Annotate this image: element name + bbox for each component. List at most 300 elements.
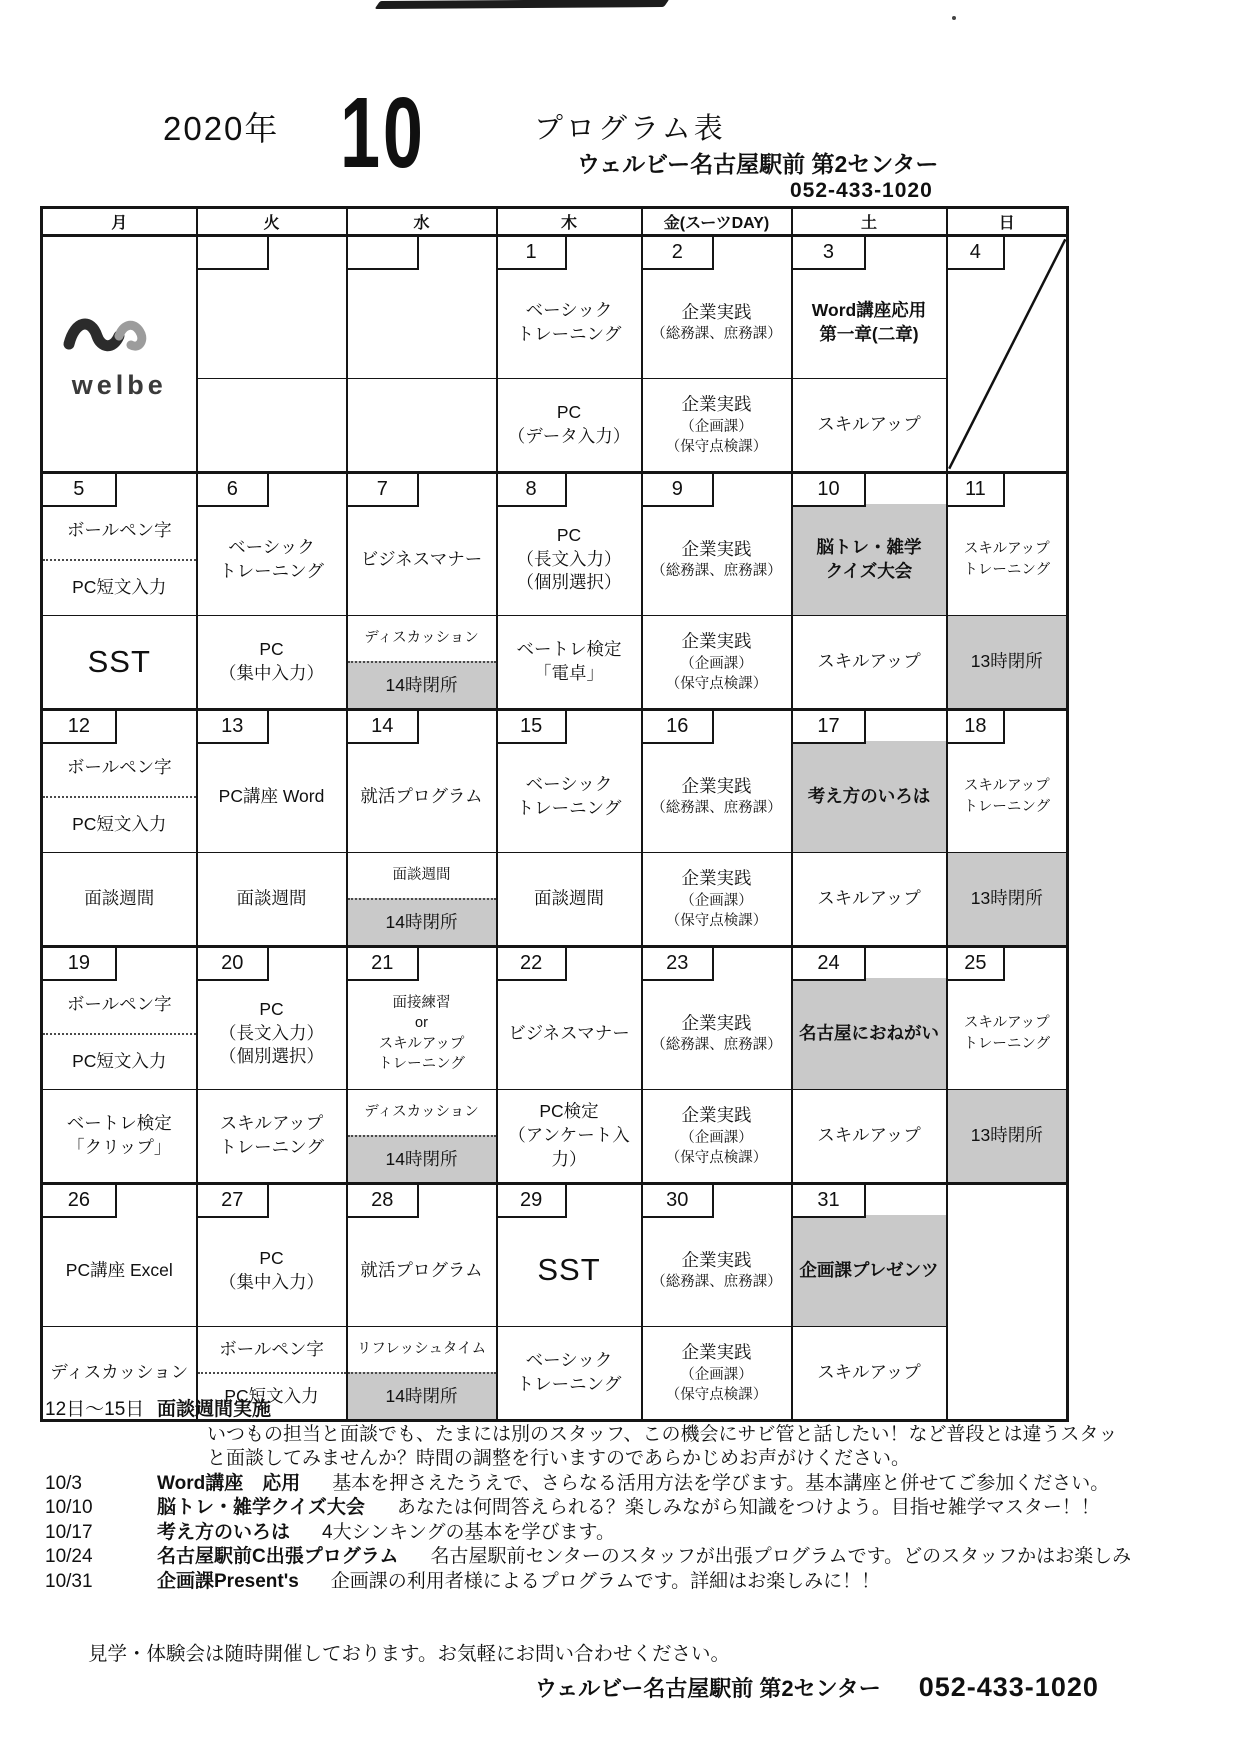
- day-cell-am: [792, 473, 947, 616]
- program-entry: [348, 616, 496, 661]
- program-text: （保守点検課）: [665, 675, 768, 692]
- program-text: （企画課）: [680, 892, 753, 909]
- program-text: ディスカッション: [50, 1362, 189, 1383]
- center-name: ウェルビー名古屋駅前 第2センター: [577, 151, 939, 177]
- day-cell-am: [947, 947, 1068, 1090]
- day-pm-content: [43, 853, 196, 945]
- day-cell-pm: [347, 616, 497, 710]
- day-pm-content: [948, 1090, 1067, 1182]
- program-entry: [793, 616, 946, 708]
- day-pm-content: [643, 379, 791, 471]
- date-label: [348, 237, 420, 270]
- welbe-logo: [43, 237, 196, 471]
- program-entry: [498, 1090, 641, 1182]
- date-label: 30: [643, 1185, 715, 1218]
- program-text: トレーニング: [516, 323, 622, 344]
- program-entry: [43, 853, 196, 945]
- program-text: （総務課、庶務課）: [651, 563, 782, 580]
- program-text: PC短文入力: [224, 1385, 319, 1406]
- program-entry: [498, 267, 641, 378]
- program-text: （保守点検課）: [665, 1149, 768, 1166]
- program-text: ビジネスマナー: [360, 548, 483, 569]
- day-cell-am: [792, 947, 947, 1090]
- program-entry: [793, 741, 946, 852]
- program-entry: [43, 796, 196, 853]
- day-cell-pm: [497, 853, 642, 947]
- program-text: （総務課、庶務課）: [651, 1037, 782, 1054]
- program-entry: [43, 741, 196, 796]
- day-cell-pm: [642, 616, 792, 710]
- note-item-desc: 名古屋駅前センターのスタッフが出張プログラムです。どのスタッフかはお楽しみ: [430, 1546, 1132, 1567]
- program-text: トレーニング: [963, 1035, 1051, 1052]
- program-text: （集中入力）: [219, 1271, 324, 1292]
- program-text: 力）: [551, 1148, 587, 1169]
- date-label: 20: [198, 948, 270, 981]
- program-text: 第一章(二章): [819, 323, 919, 344]
- date-label: 11: [948, 474, 1006, 507]
- empty-day-cell: [947, 1184, 1068, 1421]
- program-text: PC: [259, 639, 284, 660]
- logo-cell: [42, 236, 197, 473]
- program-entry: [793, 1215, 946, 1326]
- day-pm-content: [348, 853, 496, 945]
- note-item-title: 名古屋駅前C出張プログラム: [157, 1546, 399, 1567]
- day-cell-pm: [197, 1090, 347, 1184]
- note-item-date: 10/17: [45, 1521, 93, 1543]
- date-label: 2: [643, 237, 715, 270]
- week-am-row: [42, 947, 1068, 1090]
- day-pm-content: [643, 853, 791, 945]
- program-text: PC短文入力: [72, 576, 167, 597]
- day-pm-content: [198, 1090, 346, 1182]
- program-text: （長文入力）: [219, 1022, 324, 1043]
- date-label: 16: [643, 711, 715, 744]
- note-item-desc: あなたは何問答えられる？楽しみながら知識をつけよう。目指せ雑学マスター！！: [396, 1497, 1100, 1518]
- scan-artifact: [375, 0, 670, 9]
- day-pm-content: [43, 1090, 196, 1182]
- day-cell-pm: [42, 616, 197, 710]
- month-number: 10: [340, 77, 426, 189]
- day-cell-pm: [347, 1090, 497, 1184]
- program-entry: [198, 504, 346, 615]
- day-cell-pm: [792, 616, 947, 710]
- note-item-desc: 4大シンキングの基本を学びます。: [322, 1521, 616, 1543]
- program-text: or: [415, 1015, 428, 1032]
- program-text: （総務課、庶務課）: [651, 800, 782, 817]
- program-text: PC短文入力: [72, 813, 167, 834]
- program-entry: [643, 616, 791, 708]
- day-cell-am: [792, 710, 947, 853]
- day-cell-am: [197, 236, 347, 379]
- date-label: 14: [348, 711, 420, 744]
- day-cell-pm: [642, 853, 792, 947]
- note-intro-desc: と面談してみませんか？時間の調整を行いますのであらかじめお声がけください。: [207, 1448, 911, 1469]
- program-entry: [498, 853, 641, 945]
- week-pm-row: [42, 853, 1068, 947]
- program-text: PC講座 Excel: [65, 1259, 173, 1280]
- program-text: ベーシック: [525, 1350, 613, 1371]
- day-pm-content: [793, 616, 946, 708]
- program-entry: [948, 978, 1067, 1089]
- weekday-header: 月: [42, 208, 197, 236]
- program-text: Word講座応用: [811, 299, 927, 320]
- day-cell-am: [497, 1184, 642, 1327]
- day-cell-pm: [42, 853, 197, 947]
- program-text: スキルアップ: [817, 1362, 921, 1383]
- date-label: 10: [793, 474, 867, 507]
- program-text: PC: [556, 524, 582, 545]
- program-text: トレーニング: [963, 798, 1051, 815]
- program-text: トレーニング: [516, 1374, 622, 1394]
- week-pm-row: [42, 1090, 1068, 1184]
- program-entry: [498, 1215, 641, 1326]
- program-text: PC短文入力: [72, 1050, 167, 1071]
- day-cell-pm: [947, 616, 1068, 710]
- program-text: 面談週間: [534, 888, 604, 909]
- program-text: 就活プログラム: [360, 1259, 483, 1280]
- program-entry: [793, 504, 946, 615]
- note-item-date: 10/31: [45, 1570, 93, 1592]
- date-label: 29: [498, 1185, 567, 1218]
- date-label: 1: [498, 237, 567, 270]
- weekday-header: 土: [792, 208, 947, 236]
- note-date-range: 12日～15日: [45, 1399, 145, 1420]
- program-entry: [643, 741, 791, 852]
- program-text: （アンケート入: [508, 1125, 630, 1146]
- program-entry: [348, 1090, 496, 1135]
- program-text: スキルアップ: [963, 541, 1050, 558]
- note-intro-row: [45, 1398, 1241, 1423]
- day-cell-pm: [792, 1090, 947, 1184]
- program-text: 企業実践: [681, 775, 752, 796]
- program-text: （総務課、庶務課）: [651, 326, 782, 343]
- date-label: [198, 237, 270, 270]
- program-text: 14時閉所: [385, 674, 458, 695]
- week-pm-row: [42, 616, 1068, 710]
- date-label: 27: [198, 1185, 270, 1218]
- notes-section: [45, 1398, 1241, 1594]
- day-cell-am: [792, 236, 947, 379]
- note-item-desc: 企画課の利用者様によるプログラムです。詳細はお楽しみに！！: [330, 1570, 881, 1592]
- day-pm-content: [198, 379, 346, 471]
- week-am-row: [42, 236, 1068, 379]
- program-text: トレーニング: [378, 1055, 465, 1072]
- program-text: 考え方のいろは: [807, 785, 931, 806]
- weekday-header-row: [42, 208, 1068, 236]
- program-text: （保守点検課）: [665, 438, 768, 455]
- day-pm-content: [498, 616, 641, 708]
- day-cell-pm: [792, 853, 947, 947]
- program-entry: [498, 379, 641, 471]
- program-text: 企業実践: [681, 630, 752, 651]
- program-entry: [643, 1215, 791, 1326]
- day-cell-am: [42, 1184, 197, 1327]
- footer-center-name: ウェルビー名古屋駅前 第2センター: [535, 1676, 881, 1701]
- week-am-row: [42, 473, 1068, 616]
- day-cell-am: [642, 947, 792, 1090]
- program-text: （保守点検課）: [665, 912, 768, 929]
- program-entry: [948, 741, 1067, 852]
- day-pm-content: [498, 853, 641, 945]
- program-text: 面接練習: [392, 995, 451, 1012]
- note-item-date: 10/3: [45, 1472, 82, 1494]
- program-text: 企業実践: [681, 538, 752, 559]
- welbe-logo-text: welbe: [71, 369, 167, 400]
- program-entry: [948, 853, 1067, 945]
- day-cell-am: [642, 236, 792, 379]
- program-text: （保守点検課）: [665, 1386, 768, 1403]
- program-entry: [348, 661, 496, 708]
- note-item-list: [45, 1472, 1241, 1595]
- program-text: （企画課）: [680, 655, 753, 672]
- program-entry: [498, 978, 641, 1089]
- program-entry: [643, 379, 791, 471]
- day-cell-am: [42, 710, 197, 853]
- day-pm-content: [348, 379, 496, 471]
- program-entry: [198, 1215, 346, 1326]
- date-label: 21: [348, 948, 420, 981]
- program-entry: [643, 267, 791, 378]
- program-entry: [43, 1033, 196, 1090]
- note-item: [45, 1545, 1241, 1570]
- program-text: （総務課、庶務課）: [651, 1274, 782, 1291]
- program-entry: [43, 1090, 196, 1182]
- program-entry: [348, 504, 496, 615]
- day-pm-content: [948, 616, 1067, 708]
- calendar-table: [40, 206, 1069, 1422]
- day-cell-am: [42, 947, 197, 1090]
- closed-day-cell: [947, 236, 1068, 473]
- day-pm-content: [793, 853, 946, 945]
- day-pm-content: [198, 616, 346, 708]
- program-text: PC: [259, 1247, 284, 1268]
- date-label: 19: [43, 948, 117, 981]
- day-cell-pm: [42, 1090, 197, 1184]
- day-cell-am: [642, 1184, 792, 1327]
- program-text: ボールペン字: [66, 520, 172, 541]
- program-entry: [43, 504, 196, 559]
- program-text: リフレッシュタイム: [356, 1341, 487, 1358]
- program-text: ベーシック: [525, 299, 613, 320]
- day-cell-pm: [497, 379, 642, 473]
- note-item-date: 10/10: [45, 1497, 93, 1518]
- day-pm-content: [643, 1090, 791, 1182]
- day-cell-am: [197, 947, 347, 1090]
- program-text: PC: [259, 998, 284, 1019]
- day-pm-content: [793, 379, 946, 471]
- program-text: 名古屋におねがい: [799, 1022, 939, 1043]
- program-entry: [43, 978, 196, 1033]
- date-label: 3: [793, 237, 867, 270]
- day-cell-pm: [792, 379, 947, 473]
- program-entry: [198, 1090, 346, 1182]
- note-item-title: 脳トレ・雑学クイズ大会: [157, 1497, 365, 1518]
- program-text: ベートレ検定: [66, 1113, 172, 1134]
- program-text: PC検定: [539, 1101, 599, 1122]
- day-cell-am: [197, 473, 347, 616]
- program-text: ベートレ検定: [516, 639, 622, 660]
- day-cell-am: [347, 1184, 497, 1327]
- program-text: ベーシック: [525, 773, 613, 794]
- program-text: （個別選択）: [219, 1046, 324, 1067]
- program-entry: [198, 1327, 346, 1372]
- program-entry: [348, 741, 496, 852]
- note-item: [45, 1570, 1241, 1595]
- day-cell-am: [197, 710, 347, 853]
- date-label: 8: [498, 474, 567, 507]
- program-entry: [348, 978, 496, 1089]
- date-label: 31: [793, 1185, 867, 1218]
- program-text: スキルアップ: [219, 1113, 324, 1134]
- day-cell-pm: [197, 853, 347, 947]
- date-label: 22: [498, 948, 567, 981]
- program-text: トレーニング: [219, 1137, 324, 1157]
- program-entry: [793, 267, 946, 378]
- weekday-header: 日: [947, 208, 1068, 236]
- date-label: 12: [43, 711, 117, 744]
- program-entry: [198, 853, 346, 945]
- program-entry: [793, 853, 946, 945]
- program-text: スキルアップ: [817, 651, 921, 672]
- program-text: 企業実践: [681, 1249, 752, 1270]
- note-item-date: 10/24: [45, 1546, 93, 1567]
- day-cell-am: [497, 710, 642, 853]
- program-entry: [348, 898, 496, 945]
- day-cell-am: [42, 473, 197, 616]
- program-entry: [43, 559, 196, 616]
- day-cell-am: [347, 236, 497, 379]
- day-pm-content: [643, 616, 791, 708]
- program-text: （企画課）: [680, 1366, 753, 1383]
- date-label: 26: [43, 1185, 117, 1218]
- calendar-header: [42, 208, 1068, 236]
- day-cell-am: [347, 710, 497, 853]
- day-cell-pm: [947, 1090, 1068, 1184]
- program-entry: [643, 504, 791, 615]
- week-am-row: [42, 1184, 1068, 1327]
- program-text: 企業実践: [681, 1104, 752, 1125]
- day-cell-am: [497, 236, 642, 379]
- day-pm-content: [43, 616, 196, 708]
- program-text: 13時閉所: [970, 651, 1043, 672]
- program-entry: [643, 853, 791, 945]
- note-item: [45, 1521, 1241, 1546]
- program-entry: [198, 741, 346, 852]
- date-label: 4: [948, 237, 1006, 270]
- date-label: 7: [348, 474, 420, 507]
- day-cell-am: [792, 1184, 947, 1327]
- day-cell-pm: [497, 616, 642, 710]
- date-label: 23: [643, 948, 715, 981]
- program-text: 脳トレ・雑学: [816, 536, 922, 557]
- day-cell-am: [497, 473, 642, 616]
- program-entry: [643, 978, 791, 1089]
- program-text: 「電卓」: [534, 663, 604, 683]
- program-text: ベーシック: [228, 536, 315, 557]
- weekday-header: 金(スーツDAY): [642, 208, 792, 236]
- day-cell-am: [347, 947, 497, 1090]
- date-label: 5: [43, 474, 117, 507]
- note-item-desc: 基本を押さえたうえで、さらなる活用方法を学びます。基本講座と併せてご参加ください。: [332, 1472, 1110, 1494]
- program-entry: [793, 978, 946, 1089]
- program-text: スキルアップ: [817, 888, 921, 909]
- day-cell-pm: [347, 853, 497, 947]
- day-cell-am: [642, 710, 792, 853]
- day-cell-pm: [347, 379, 497, 473]
- program-text: 企業実践: [681, 393, 752, 414]
- program-entry: [348, 1327, 496, 1372]
- program-text: ボールペン字: [66, 757, 172, 778]
- program-entry: [348, 1215, 496, 1326]
- program-text: スキルアップ: [817, 414, 921, 435]
- date-label: 24: [793, 948, 867, 981]
- diagonal-strike-icon: [948, 237, 1067, 471]
- date-label: 28: [348, 1185, 420, 1218]
- program-entry: [793, 1090, 946, 1182]
- program-text: （個別選択）: [516, 572, 622, 593]
- program-text: 面談週間: [84, 888, 155, 909]
- day-cell-am: [642, 473, 792, 616]
- program-text: 14時閉所: [385, 1385, 458, 1406]
- footer: [535, 1672, 1099, 1703]
- note-item: [45, 1472, 1241, 1497]
- program-text: 企業実践: [681, 301, 752, 322]
- weekday-header: 木: [497, 208, 642, 236]
- day-cell-pm: [947, 853, 1068, 947]
- program-entry: [348, 1135, 496, 1182]
- date-label: 6: [198, 474, 270, 507]
- weekday-header: 火: [197, 208, 347, 236]
- program-entry: [43, 616, 196, 708]
- date-label: 13: [198, 711, 270, 744]
- day-cell-pm: [197, 379, 347, 473]
- day-pm-content: [498, 1090, 641, 1182]
- date-label: 17: [793, 711, 867, 744]
- program-entry: [348, 853, 496, 898]
- day-cell-am: [947, 710, 1068, 853]
- program-text: ボールペン字: [66, 994, 172, 1015]
- weekday-header: 水: [347, 208, 497, 236]
- program-text: （企画課）: [680, 1129, 753, 1146]
- program-text: SST: [87, 643, 151, 679]
- program-text: ディスカッション: [364, 630, 479, 647]
- week-am-row: [42, 710, 1068, 853]
- program-entry: [948, 504, 1067, 615]
- year-label: 2020年: [163, 110, 280, 147]
- program-text: 13時閉所: [970, 1125, 1043, 1146]
- day-cell-pm: [197, 616, 347, 710]
- phone-number: 052-433-1020: [790, 179, 933, 202]
- program-text: トレーニング: [963, 561, 1051, 578]
- program-text: 面談週間: [392, 867, 451, 884]
- date-label: 25: [948, 948, 1006, 981]
- program-text: スキルアップ: [963, 778, 1050, 795]
- program-entry: [948, 1090, 1067, 1182]
- program-entry: [793, 379, 946, 471]
- date-label: 18: [948, 711, 1006, 744]
- day-cell-am: [197, 1184, 347, 1327]
- visit-info: 見学・体験会は随時開催しております。お気軽にお問い合わせください。: [88, 1643, 730, 1665]
- program-text: スキルアップ: [963, 1015, 1050, 1032]
- page-title: プログラム表: [534, 113, 726, 145]
- day-cell-pm: [642, 1090, 792, 1184]
- program-entry: [643, 1090, 791, 1182]
- program-text: SST: [537, 1252, 601, 1288]
- program-text: ビジネスマナー: [508, 1022, 630, 1043]
- note-item-title: 考え方のいろは: [157, 1521, 291, 1543]
- footer-phone: 052-433-1020: [918, 1672, 1099, 1702]
- note-item: [45, 1496, 1241, 1521]
